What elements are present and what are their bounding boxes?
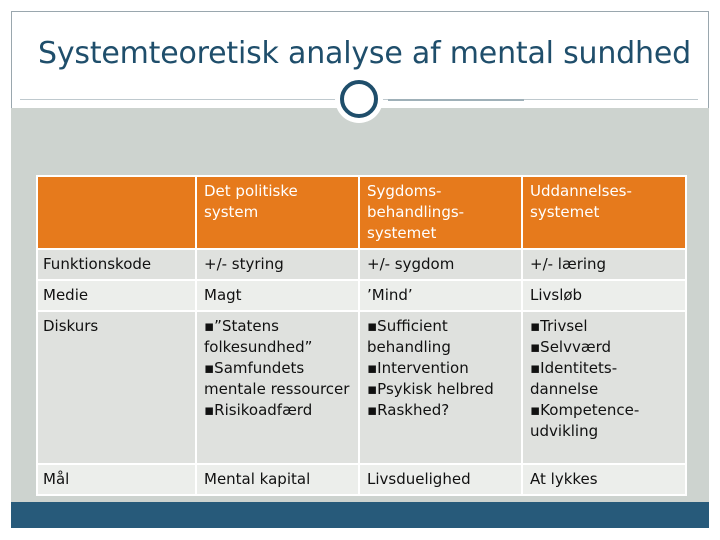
bullet-item: ▪Trivsel bbox=[530, 317, 588, 335]
header-cell-empty bbox=[37, 176, 196, 249]
title-divider-accent bbox=[388, 99, 524, 101]
bullet-item: ▪Psykisk helbred bbox=[367, 380, 494, 398]
bottom-bar bbox=[11, 502, 709, 528]
row-label: Funktionskode bbox=[37, 249, 196, 280]
table-cell-bullets bbox=[196, 311, 359, 464]
table-cell: +/- styring bbox=[196, 249, 359, 280]
bullet-item: ▪Raskhed? bbox=[367, 401, 450, 419]
bullet-item: ▪”Statens folkesundhed” bbox=[204, 317, 313, 356]
bullet-item: ▪Risikoadfærd bbox=[204, 401, 313, 419]
table-cell: +/- sygdom bbox=[359, 249, 522, 280]
bullet-item: ▪Sufficient behandling bbox=[367, 317, 451, 356]
header-cell: Uddannelses-systemet bbox=[522, 176, 686, 249]
analysis-table bbox=[36, 175, 687, 496]
bullet-item: ▪Intervention bbox=[367, 359, 469, 377]
table-row bbox=[37, 464, 686, 495]
table-cell: At lykkes bbox=[522, 464, 686, 495]
header-cell: Det politiske system bbox=[196, 176, 359, 249]
table-header-row bbox=[37, 176, 686, 249]
table-cell: Livsduelighed bbox=[359, 464, 522, 495]
row-label: Mål bbox=[37, 464, 196, 495]
header-cell: Sygdoms-behandlings-systemet bbox=[359, 176, 522, 249]
table-row bbox=[37, 311, 686, 464]
row-label: Diskurs bbox=[37, 311, 196, 464]
circle-ornament-icon bbox=[340, 80, 378, 118]
table-cell: Magt bbox=[196, 280, 359, 311]
bullet-item: ▪Samfundets mentale ressourcer bbox=[204, 359, 350, 398]
bullet-item: ▪Selvværd bbox=[530, 338, 611, 356]
table-cell: Mental kapital bbox=[196, 464, 359, 495]
row-label: Medie bbox=[37, 280, 196, 311]
table-row bbox=[37, 249, 686, 280]
table-row bbox=[37, 280, 686, 311]
table-cell: +/- læring bbox=[522, 249, 686, 280]
table-cell: Livsløb bbox=[522, 280, 686, 311]
table-cell-bullets bbox=[359, 311, 522, 464]
bullet-item: ▪Kompetence-udvikling bbox=[530, 401, 640, 440]
table-cell-bullets bbox=[522, 311, 686, 464]
bullet-item: ▪Identitets-dannelse bbox=[530, 359, 618, 398]
table-cell: ’Mind’ bbox=[359, 280, 522, 311]
slide-title: Systemteoretisk analyse af mental sundhed bbox=[38, 36, 691, 71]
